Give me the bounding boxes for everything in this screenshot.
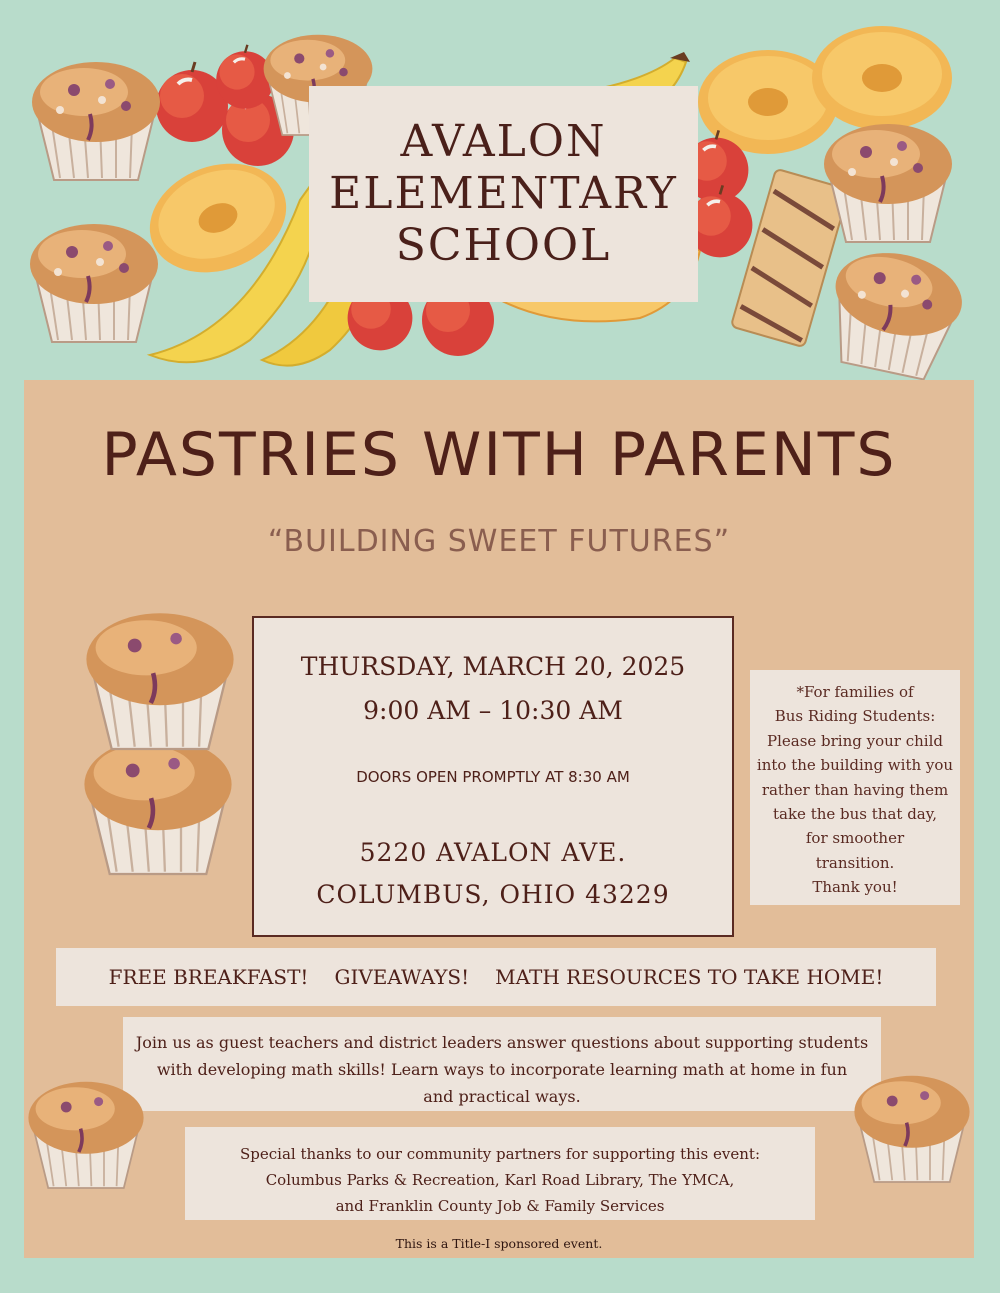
note-line: take the bus that day,	[773, 805, 937, 824]
school-name-line-1: AVALON	[400, 116, 607, 167]
partners-line: and Franklin County Job & Family Services	[335, 1197, 665, 1215]
doors-open-note: DOORS OPEN PROMPTLY AT 8:30 AM	[356, 768, 630, 786]
partners-line: Special thanks to our community partners for supporting this event:	[239, 1145, 760, 1163]
school-name-box	[309, 86, 698, 302]
highlight-giveaways: GIVEAWAYS!	[334, 965, 470, 989]
bus-riders-note	[750, 670, 960, 905]
address-line-2: COLUMBUS, OHIO 43229	[316, 880, 670, 909]
note-line: Please bring your child	[766, 731, 943, 750]
description-line: with developing math skills! Learn ways to incorporate learning math at home in fun	[156, 1060, 848, 1079]
title-one-footer: This is a Title-I sponsored event.	[395, 1236, 603, 1251]
highlight-free-breakfast: FREE BREAKFAST!	[108, 965, 309, 989]
note-line: into the building with you	[756, 756, 954, 775]
event-title: PASTRIES WITH PARENTS	[101, 420, 897, 490]
event-details-box	[252, 616, 734, 937]
event-date: THURSDAY, MARCH 20, 2025	[300, 652, 686, 681]
muffin-illustration-right	[850, 1074, 980, 1194]
partners-line: Columbus Parks & Recreation, Karl Road Library, The YMCA,	[265, 1171, 735, 1189]
muffin-stack-illustration	[60, 600, 250, 900]
muffin-illustration-left	[24, 1080, 154, 1200]
community-partners	[185, 1127, 815, 1220]
note-line: rather than having them	[761, 780, 949, 799]
event-tagline: “BUILDING SWEET FUTURES”	[267, 524, 731, 559]
note-line: *For families of	[796, 683, 914, 701]
highlight-math-resources: MATH RESOURCES TO TAKE HOME!	[495, 965, 884, 989]
note-line: for smoother	[805, 829, 905, 848]
address-line-1: 5220 AVALON AVE.	[359, 838, 627, 867]
school-name-line-3: SCHOOL	[395, 220, 612, 271]
school-name-line-2: ELEMENTARY	[329, 168, 678, 219]
description-line: and practical ways.	[423, 1087, 581, 1106]
note-line: Thank you!	[812, 878, 898, 897]
note-line: transition.	[815, 853, 895, 872]
event-time: 9:00 AM – 10:30 AM	[363, 696, 623, 725]
description-line: Join us as guest teachers and district leaders answer questions about supporting students	[135, 1033, 869, 1052]
event-description	[123, 1017, 881, 1111]
highlights-strip	[56, 948, 936, 1006]
note-line: Bus Riding Students:	[774, 707, 936, 726]
